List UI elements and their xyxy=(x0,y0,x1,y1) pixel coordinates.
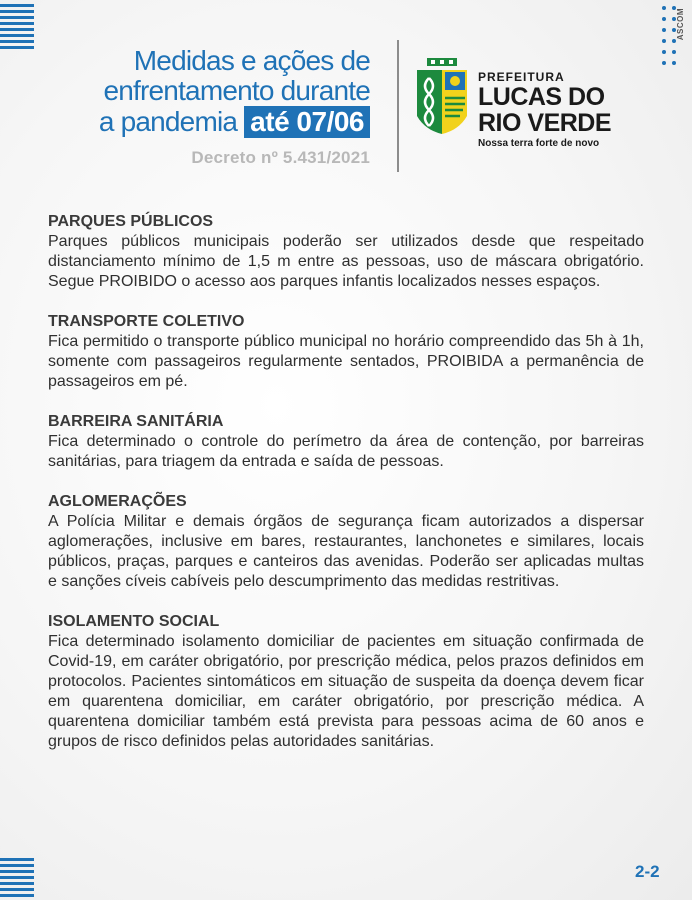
header-divider xyxy=(397,40,399,172)
section-isolamento-social xyxy=(48,612,644,752)
section-parques-publicos xyxy=(48,212,644,292)
brand-slogan: Nossa terra forte de novo xyxy=(478,138,600,149)
section-aglomeracoes xyxy=(48,492,644,592)
section-heading: PARQUES PÚBLICOS xyxy=(48,213,214,230)
brand-name-line-1: LUCAS DO xyxy=(478,83,605,111)
page-title xyxy=(99,46,370,138)
section-heading: TRANSPORTE COLETIVO xyxy=(48,313,245,330)
title-line-3-text: a pandemia xyxy=(98,106,238,137)
title-line-1: Medidas e ações de xyxy=(133,45,370,76)
dots-decoration xyxy=(662,6,676,65)
ascom-tag: ASCOM xyxy=(676,8,685,41)
section-barreira-sanitaria xyxy=(48,412,644,472)
measures-list xyxy=(48,212,644,772)
title-date-highlight: até 07/06 xyxy=(244,106,370,138)
section-text: Parques públicos municipais poderão ser utilizados desde que respeitado distanciamento mínimo de 1,5 m entre as pessoas, uso de máscara obrigatório. Segue PROIBIDO o acesso aos parques infantis localizados nesses espaços. xyxy=(48,233,644,290)
page-number: 2-2 xyxy=(635,862,660,881)
brand-name-line-2: RIO VERDE xyxy=(478,109,612,137)
decree-number: Decreto nº 5.431/2021 xyxy=(191,148,370,167)
section-text: Fica determinado o controle do perímetro da área de contenção, por barreiras sanitárias, para triagem da entrada e saída de pessoas. xyxy=(48,433,644,470)
title-line-2: enfrentamento durante xyxy=(103,75,370,106)
section-heading: AGLOMERAÇÕES xyxy=(48,493,187,510)
section-text: A Polícia Militar e demais órgãos de segurança ficam autorizados a dispersar aglomerações, inclusive em bares, restaurantes, lanchonetes e similares, locais públicos, praças, parques e canteiros das avenidas. Poderão ser aplicadas multas e sanções cíveis cabíveis pelo descumprimento das medidas restritivas. xyxy=(48,513,644,590)
top-left-stripes-decoration xyxy=(0,4,34,52)
city-coat-of-arms-icon xyxy=(415,58,469,136)
title-line-3 xyxy=(99,106,370,138)
section-transporte-coletivo xyxy=(48,312,644,392)
bottom-left-stripes-decoration xyxy=(0,858,34,900)
city-brand xyxy=(478,70,611,149)
section-text: Fica determinado isolamento domiciliar de pacientes em situação confirmada de Covid-19, em caráter obrigatório, por prescrição médica, pelos prazos definidos em protocolos. Pacientes sintomáticos em situação de suspeita da doença devem ficar em quarentena domiciliar, em caráter obrigatório, por prescrição médica. A quarentena domiciliar também está prevista para pessoas acima de 60 anos e grupos de risco definidos pelas autoridades sanitárias. xyxy=(48,633,644,750)
section-heading: ISOLAMENTO SOCIAL xyxy=(48,613,220,630)
section-text: Fica permitido o transporte público municipal no horário compreendido das 5h à 1h, somente com passageiros regularmente sentados, PROIBIDA a permanência de passageiros em pé. xyxy=(48,333,644,390)
brand-prefix: PREFEITURA xyxy=(478,70,565,84)
section-heading: BARREIRA SANITÁRIA xyxy=(48,413,224,430)
